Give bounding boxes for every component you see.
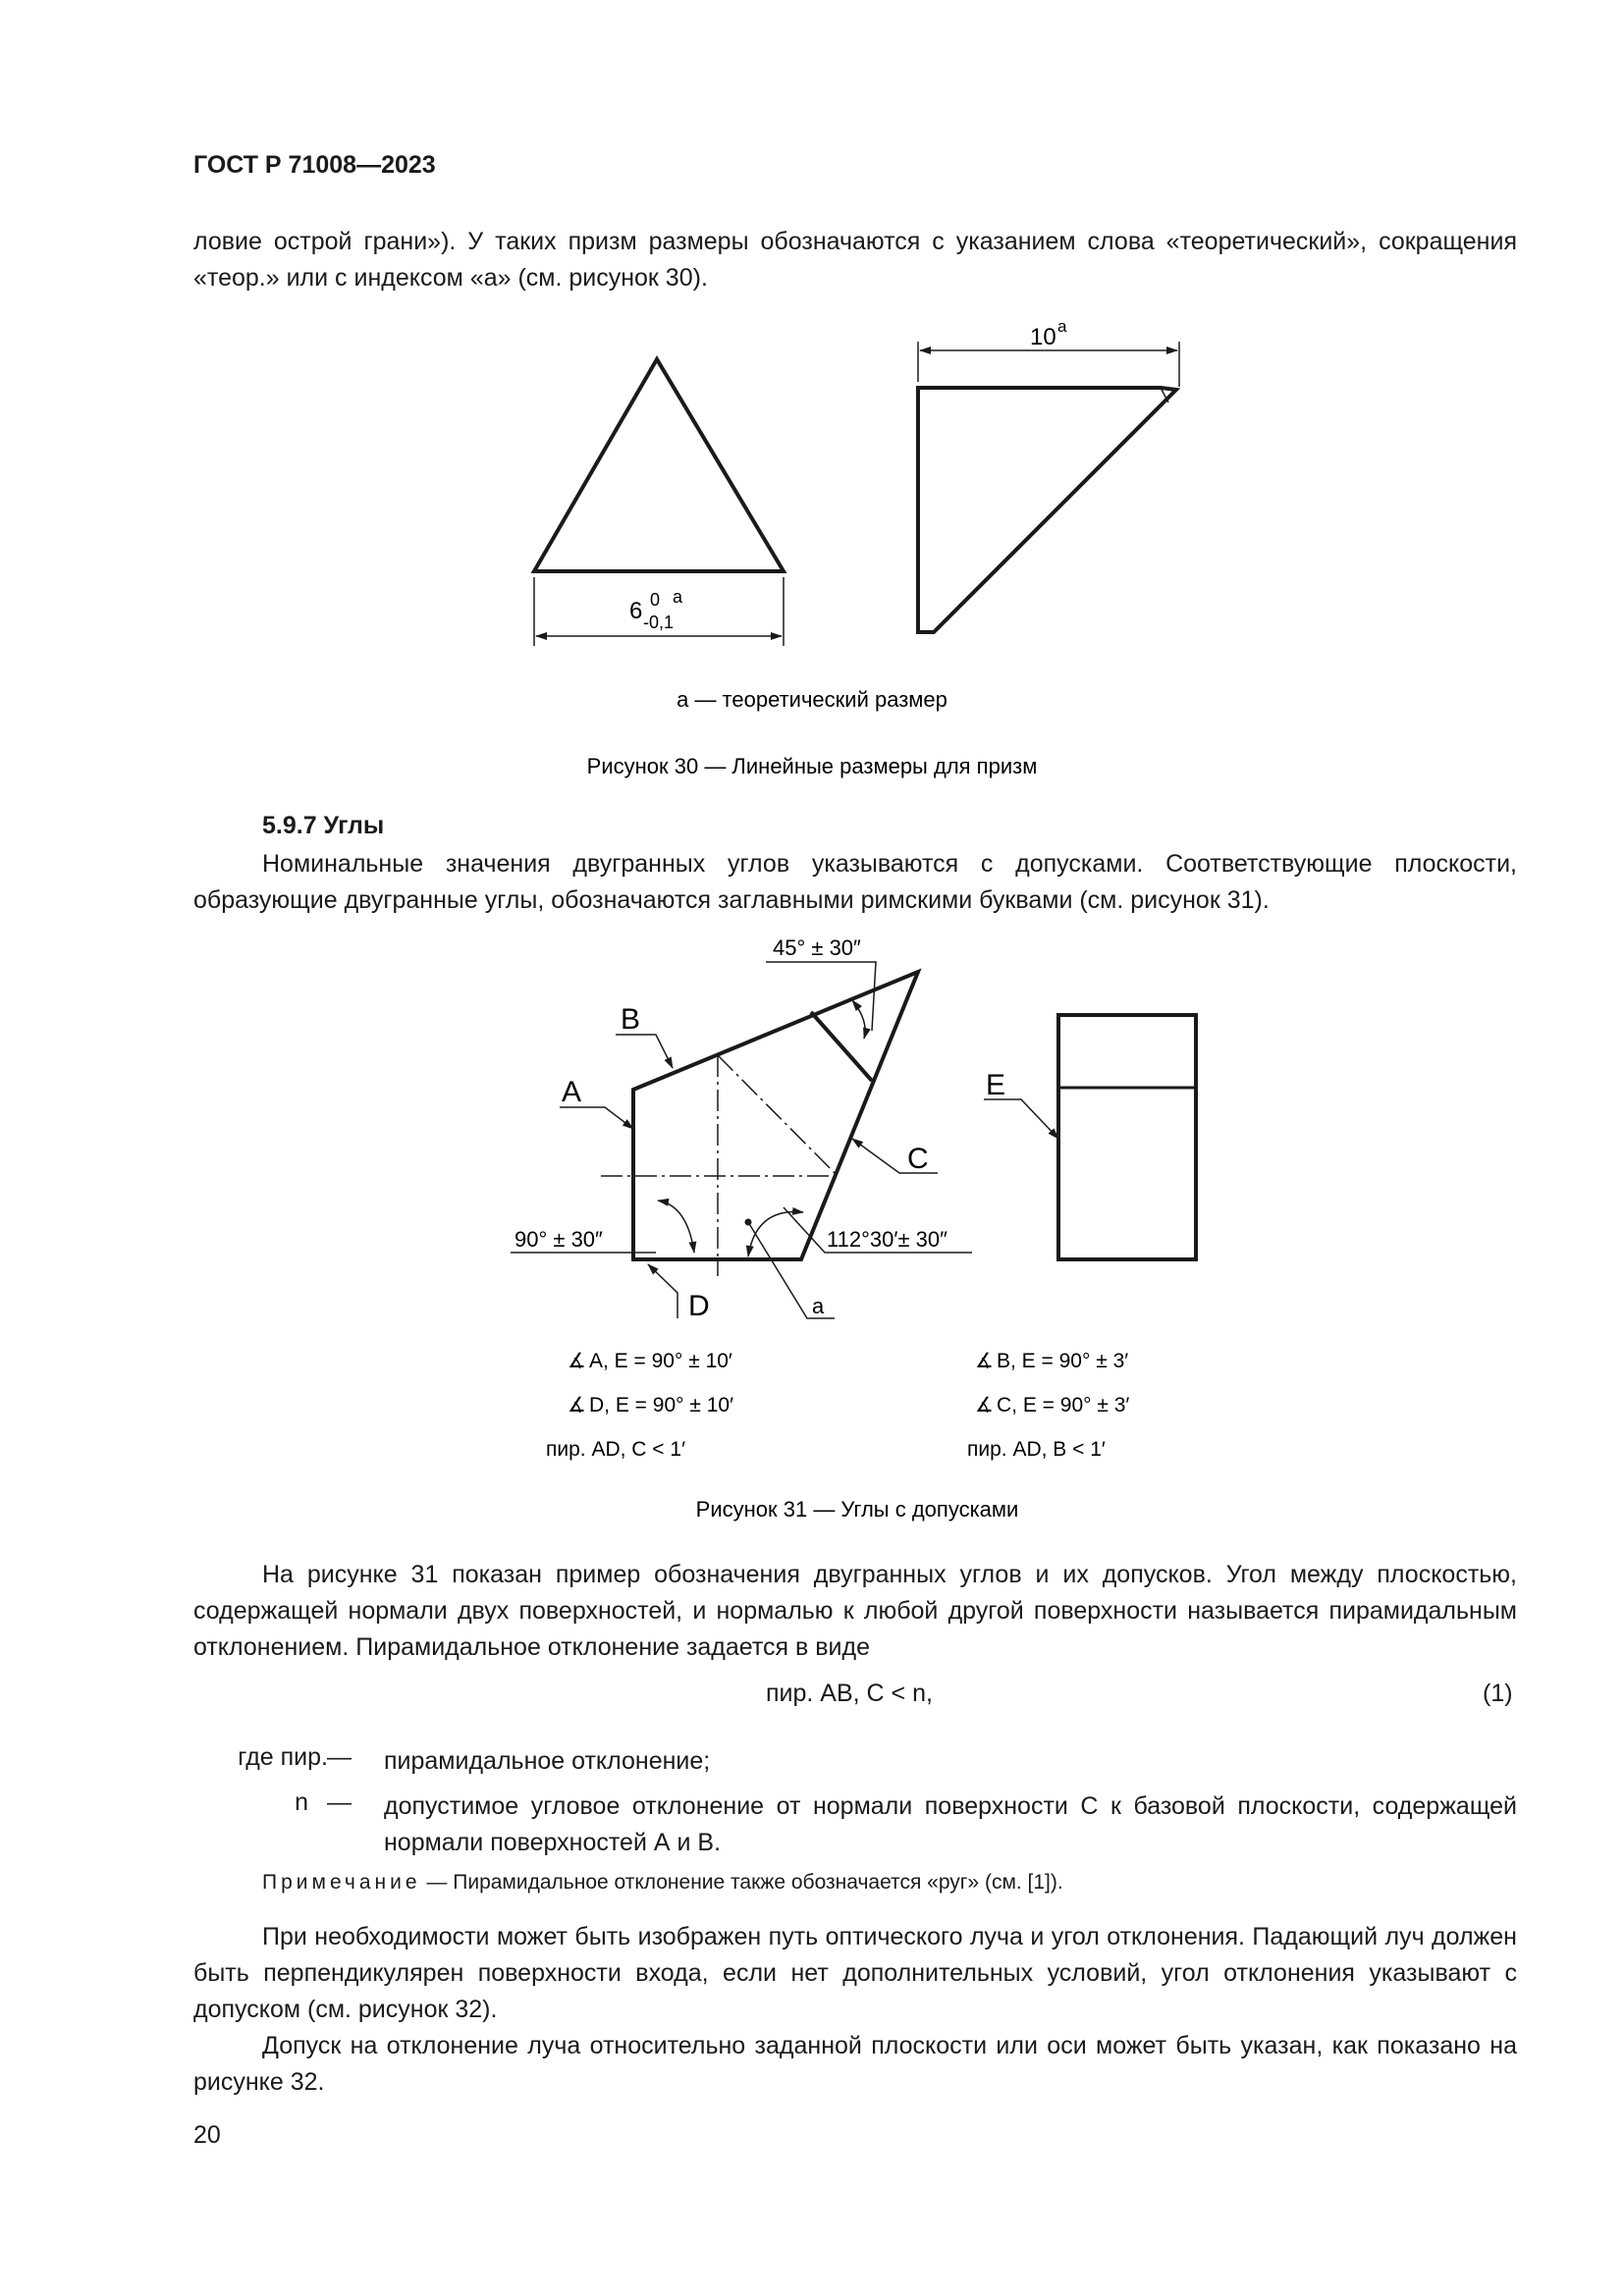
arc-112 <box>748 1212 803 1256</box>
note <box>262 1871 1063 1895</box>
definition-dash-1: — <box>327 1743 352 1771</box>
figure31-caption: Рисунок 31 — Углы с допусками <box>695 1497 1019 1522</box>
dot-small-a <box>745 1219 752 1226</box>
label-small-a: a <box>812 1294 825 1318</box>
note-label: Примечание <box>262 1871 421 1894</box>
paragraph-top: ловие острой грани»). У таких призм размеры обозначаются с указанием слова «теоретический», сокращения «теор.» или с индексом «а» (см. рисунок 30). <box>193 228 1517 292</box>
definition-term-2: n <box>295 1789 308 1816</box>
section-title: 5.9.7 Углы <box>262 812 385 839</box>
tolerance-be: B, E = 90° ± 3′ <box>997 1350 1129 1372</box>
leader-b <box>616 1035 673 1068</box>
page-number: 20 <box>193 2121 221 2149</box>
label-a: A <box>562 1076 582 1108</box>
chamfer-edge <box>811 1012 872 1081</box>
leader-a <box>560 1107 633 1129</box>
paragraph-tolerance: Допуск на отклонение луча относительно заданной плоскости или оси может быть указан, как показано на рисунке 32. <box>193 2032 1517 2096</box>
formula: пир. АВ, С < n, <box>766 1680 933 1707</box>
angle-top: 45° ± 30″ <box>773 935 861 960</box>
dim-6-base: 6 <box>629 598 643 624</box>
label-b: B <box>621 1003 641 1036</box>
document-header: ГОСТ Р 71008—2023 <box>193 151 436 179</box>
paragraph-beam: При необходимости может быть изображен путь оптического луча и угол отклонения. Падающий луч должен быть перпендикулярен поверхности входа, если нет дополнительных условий, угол отклонения указывают с допуском (см. рисунок 32). <box>193 1923 1517 2023</box>
note-text: — Пирамидальное отклонение также обозначается «руг» (см. [1]). <box>426 1871 1063 1894</box>
figure30-caption: Рисунок 30 — Линейные размеры для призм <box>586 754 1038 778</box>
definition-text-2: допустимое угловое отклонение от нормали поверхности С к базовой плоскости, содержащей нормали поверхностей А и В. <box>384 1792 1517 1856</box>
angle-symbol-4: ∡ <box>975 1394 994 1416</box>
dim-6-lower: -0,1 <box>643 613 675 632</box>
paragraph-pyramid: На рисунке 31 показан пример обозначения двугранных углов и их допусков. Угол между плоскостью, содержащей нормали двух поверхностей, и нормалью к любой другой поверхности называется пирамидальным отклонением. Пирамидальное отклонение задается в виде <box>193 1561 1517 1661</box>
label-d: D <box>688 1290 710 1322</box>
angle-symbol-2: ∡ <box>568 1394 586 1416</box>
prism-31 <box>633 972 918 1259</box>
definition-dash-2: — <box>327 1789 352 1816</box>
dim-6-upper: 0 <box>650 590 661 610</box>
section-text: Номинальные значения двугранных углов указываются с допусками. Соответствующие плоскости, образующие двугранные углы, обозначаются заглавными римскими буквами (см. рисунок 31). <box>193 850 1517 914</box>
pyramid-ad-b: пир. AD, B < 1′ <box>967 1438 1106 1461</box>
tolerance-de: D, E = 90° ± 10′ <box>589 1394 734 1416</box>
dim-10-index: a <box>1057 317 1067 336</box>
leader-d <box>648 1264 677 1318</box>
angle-symbol-3: ∡ <box>975 1350 994 1372</box>
arc-90 <box>658 1201 694 1253</box>
leader-e <box>984 1099 1058 1139</box>
label-e: E <box>986 1069 1006 1101</box>
label-c: C <box>907 1143 929 1175</box>
arc-45 <box>852 1000 865 1039</box>
prism-side-view <box>1058 1015 1196 1259</box>
angle-symbol-1: ∡ <box>568 1350 586 1372</box>
tolerance-ce: C, E = 90° ± 3′ <box>997 1394 1130 1416</box>
formula-number: (1) <box>1483 1680 1513 1707</box>
center-line-diag <box>718 1055 838 1176</box>
definition-term-1: где пир. <box>238 1743 328 1771</box>
figure30-legend: а — теоретический размер <box>677 687 947 712</box>
dim-6-index: a <box>673 587 683 607</box>
definition-text-1: пирамидальное отклонение; <box>384 1747 711 1775</box>
angle-left: 90° ± 30″ <box>514 1227 603 1252</box>
pyramid-ad-c: пир. AD, C < 1′ <box>546 1438 686 1461</box>
angle-right: 112°30′± 30″ <box>827 1227 947 1252</box>
tolerance-ae: A, E = 90° ± 10′ <box>589 1350 732 1372</box>
dim-10: 10 <box>1030 324 1056 350</box>
